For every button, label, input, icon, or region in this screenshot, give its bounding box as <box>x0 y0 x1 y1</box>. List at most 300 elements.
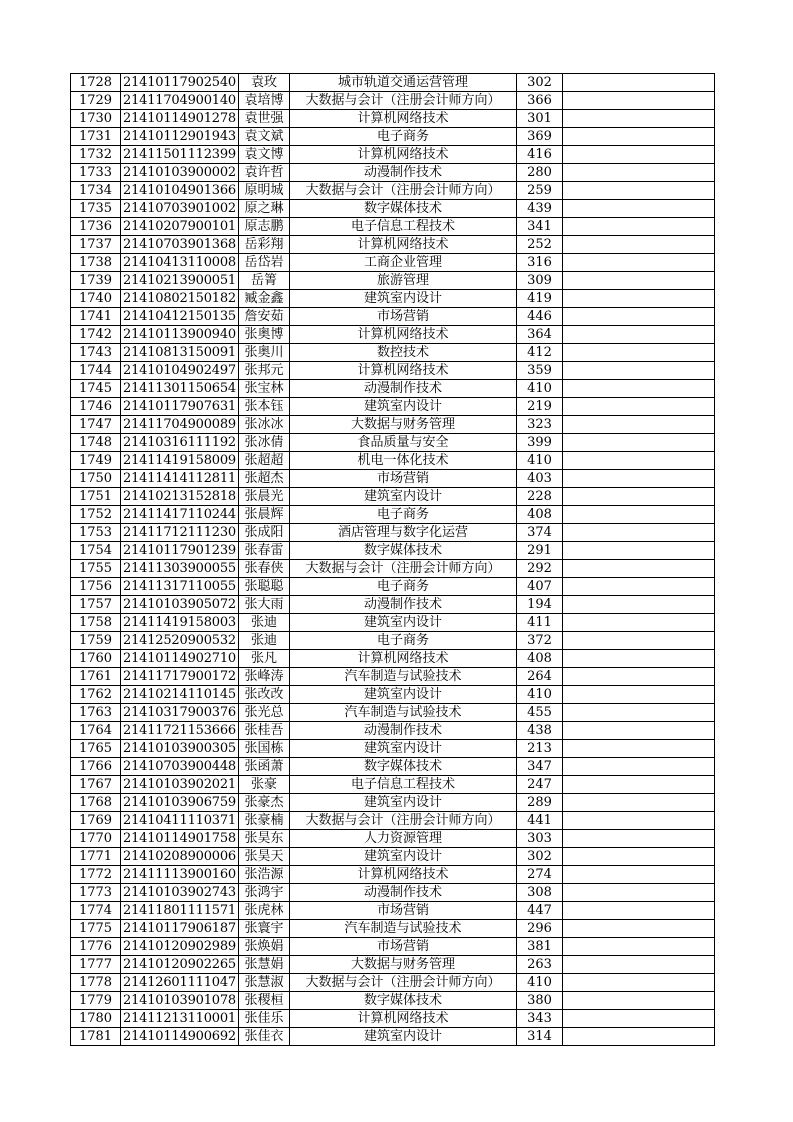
score-cell: 302 <box>517 74 563 92</box>
major-cell: 大数据与会计（注册会计师方向） <box>290 92 517 110</box>
score-cell: 308 <box>517 884 563 902</box>
empty-cell <box>563 200 715 218</box>
candidate-id-cell: 21411801111571 <box>121 902 239 920</box>
row-number-cell: 1761 <box>71 668 121 686</box>
major-cell: 动漫制作技术 <box>290 884 517 902</box>
table-row <box>71 488 715 506</box>
table-row <box>71 164 715 182</box>
row-number-cell: 1737 <box>71 236 121 254</box>
student-name-cell: 张虎林 <box>239 902 290 920</box>
row-number-cell: 1729 <box>71 92 121 110</box>
major-cell: 计算机网络技术 <box>290 362 517 380</box>
score-cell: 455 <box>517 704 563 722</box>
student-name-cell: 袁许哲 <box>239 164 290 182</box>
major-cell: 大数据与财务管理 <box>290 956 517 974</box>
row-number-cell: 1778 <box>71 974 121 992</box>
row-number-cell: 1739 <box>71 272 121 290</box>
candidate-id-cell: 21410103905072 <box>121 596 239 614</box>
candidate-id-cell: 21410103900002 <box>121 164 239 182</box>
row-number-cell: 1757 <box>71 596 121 614</box>
table-row <box>71 524 715 542</box>
score-cell: 441 <box>517 812 563 830</box>
table-row <box>71 614 715 632</box>
student-name-cell: 张豪 <box>239 776 290 794</box>
table-row <box>71 146 715 164</box>
student-name-cell: 张光总 <box>239 704 290 722</box>
empty-cell <box>563 1028 715 1046</box>
table-row <box>71 308 715 326</box>
major-cell: 城市轨道交通运营管理 <box>290 74 517 92</box>
student-name-cell: 张国栋 <box>239 740 290 758</box>
candidate-id-cell: 21411419158009 <box>121 452 239 470</box>
major-cell: 市场营销 <box>290 938 517 956</box>
empty-cell <box>563 308 715 326</box>
major-cell: 电子商务 <box>290 128 517 146</box>
major-cell: 计算机网络技术 <box>290 146 517 164</box>
candidate-id-cell: 21410103906759 <box>121 794 239 812</box>
empty-cell <box>563 614 715 632</box>
row-number-cell: 1748 <box>71 434 121 452</box>
table-row <box>71 470 715 488</box>
table-row <box>71 938 715 956</box>
table-row <box>71 398 715 416</box>
major-cell: 旅游管理 <box>290 272 517 290</box>
student-name-cell: 张超杰 <box>239 470 290 488</box>
table-body <box>71 74 715 1046</box>
major-cell: 大数据与会计（注册会计师方向） <box>290 182 517 200</box>
empty-cell <box>563 506 715 524</box>
row-number-cell: 1780 <box>71 1010 121 1028</box>
table-row <box>71 182 715 200</box>
student-name-cell: 詹安茹 <box>239 308 290 326</box>
table-row <box>71 254 715 272</box>
empty-cell <box>563 938 715 956</box>
row-number-cell: 1752 <box>71 506 121 524</box>
candidate-id-cell: 21411419158003 <box>121 614 239 632</box>
candidate-id-cell: 21410103901078 <box>121 992 239 1010</box>
major-cell: 汽车制造与试验技术 <box>290 920 517 938</box>
student-name-cell: 张宝林 <box>239 380 290 398</box>
score-cell: 439 <box>517 200 563 218</box>
score-cell: 296 <box>517 920 563 938</box>
row-number-cell: 1759 <box>71 632 121 650</box>
score-cell: 407 <box>517 578 563 596</box>
empty-cell <box>563 362 715 380</box>
row-number-cell: 1756 <box>71 578 121 596</box>
candidate-id-cell: 21410117901239 <box>121 542 239 560</box>
major-cell: 建筑室内设计 <box>290 614 517 632</box>
score-cell: 289 <box>517 794 563 812</box>
score-cell: 292 <box>517 560 563 578</box>
major-cell: 建筑室内设计 <box>290 290 517 308</box>
score-cell: 301 <box>517 110 563 128</box>
student-name-cell: 张冰倩 <box>239 434 290 452</box>
empty-cell <box>563 254 715 272</box>
empty-cell <box>563 434 715 452</box>
score-cell: 399 <box>517 434 563 452</box>
student-name-cell: 张函萧 <box>239 758 290 776</box>
row-number-cell: 1753 <box>71 524 121 542</box>
major-cell: 建筑室内设计 <box>290 488 517 506</box>
row-number-cell: 1730 <box>71 110 121 128</box>
major-cell: 大数据与会计（注册会计师方向） <box>290 812 517 830</box>
empty-cell <box>563 902 715 920</box>
student-name-cell: 张寰宇 <box>239 920 290 938</box>
row-number-cell: 1731 <box>71 128 121 146</box>
table-row <box>71 596 715 614</box>
score-cell: 446 <box>517 308 563 326</box>
empty-cell <box>563 740 715 758</box>
student-name-cell: 张迪 <box>239 632 290 650</box>
row-number-cell: 1733 <box>71 164 121 182</box>
table-row <box>71 758 715 776</box>
table-row <box>71 650 715 668</box>
row-number-cell: 1766 <box>71 758 121 776</box>
major-cell: 食品质量与安全 <box>290 434 517 452</box>
student-name-cell: 张鸿宇 <box>239 884 290 902</box>
table-row <box>71 1010 715 1028</box>
row-number-cell: 1742 <box>71 326 121 344</box>
student-name-cell: 张浩源 <box>239 866 290 884</box>
candidate-id-cell: 21410103902743 <box>121 884 239 902</box>
student-name-cell: 原志鹏 <box>239 218 290 236</box>
candidate-id-cell: 21411721153666 <box>121 722 239 740</box>
empty-cell <box>563 812 715 830</box>
major-cell: 建筑室内设计 <box>290 848 517 866</box>
row-number-cell: 1762 <box>71 686 121 704</box>
row-number-cell: 1774 <box>71 902 121 920</box>
empty-cell <box>563 974 715 992</box>
empty-cell <box>563 686 715 704</box>
candidate-id-cell: 21410104902497 <box>121 362 239 380</box>
candidate-id-cell: 21410113900940 <box>121 326 239 344</box>
table-row <box>71 668 715 686</box>
score-cell: 438 <box>517 722 563 740</box>
major-cell: 电子商务 <box>290 578 517 596</box>
major-cell: 电子信息工程技术 <box>290 776 517 794</box>
row-number-cell: 1769 <box>71 812 121 830</box>
table-row <box>71 272 715 290</box>
table-row <box>71 920 715 938</box>
student-name-cell: 张豪楠 <box>239 812 290 830</box>
student-name-cell: 张豪杰 <box>239 794 290 812</box>
student-name-cell: 袁文博 <box>239 146 290 164</box>
score-cell: 410 <box>517 380 563 398</box>
student-name-cell: 岳彩翔 <box>239 236 290 254</box>
empty-cell <box>563 488 715 506</box>
student-name-cell: 袁培博 <box>239 92 290 110</box>
row-number-cell: 1741 <box>71 308 121 326</box>
score-cell: 411 <box>517 614 563 632</box>
row-number-cell: 1770 <box>71 830 121 848</box>
major-cell: 动漫制作技术 <box>290 596 517 614</box>
student-name-cell: 臧金鑫 <box>239 290 290 308</box>
student-name-cell: 张奥博 <box>239 326 290 344</box>
table-row <box>71 956 715 974</box>
empty-cell <box>563 380 715 398</box>
major-cell: 建筑室内设计 <box>290 740 517 758</box>
candidate-id-cell: 21411712111230 <box>121 524 239 542</box>
student-name-cell: 张聪聪 <box>239 578 290 596</box>
row-number-cell: 1764 <box>71 722 121 740</box>
empty-cell <box>563 776 715 794</box>
student-name-cell: 张佳衣 <box>239 1028 290 1046</box>
candidate-id-cell: 21411704900089 <box>121 416 239 434</box>
row-number-cell: 1728 <box>71 74 121 92</box>
candidate-id-cell: 21411417110244 <box>121 506 239 524</box>
major-cell: 电子信息工程技术 <box>290 218 517 236</box>
table-row <box>71 794 715 812</box>
major-cell: 工商企业管理 <box>290 254 517 272</box>
major-cell: 数控技术 <box>290 344 517 362</box>
row-number-cell: 1749 <box>71 452 121 470</box>
score-cell: 341 <box>517 218 563 236</box>
score-cell: 280 <box>517 164 563 182</box>
major-cell: 建筑室内设计 <box>290 1028 517 1046</box>
score-cell: 408 <box>517 506 563 524</box>
major-cell: 市场营销 <box>290 902 517 920</box>
major-cell: 酒店管理与数字化运营 <box>290 524 517 542</box>
candidate-id-cell: 21410703900448 <box>121 758 239 776</box>
table-row <box>71 1028 715 1046</box>
score-cell: 364 <box>517 326 563 344</box>
score-cell: 194 <box>517 596 563 614</box>
student-name-cell: 张峰涛 <box>239 668 290 686</box>
student-name-cell: 张春侠 <box>239 560 290 578</box>
empty-cell <box>563 920 715 938</box>
table-row <box>71 200 715 218</box>
empty-cell <box>563 398 715 416</box>
table-row <box>71 686 715 704</box>
table-row <box>71 560 715 578</box>
candidate-id-cell: 21410114902710 <box>121 650 239 668</box>
major-cell: 计算机网络技术 <box>290 650 517 668</box>
student-name-cell: 张晨光 <box>239 488 290 506</box>
row-number-cell: 1775 <box>71 920 121 938</box>
table-row <box>71 362 715 380</box>
major-cell: 汽车制造与试验技术 <box>290 704 517 722</box>
table-row <box>71 704 715 722</box>
major-cell: 人力资源管理 <box>290 830 517 848</box>
student-name-cell: 张凡 <box>239 650 290 668</box>
major-cell: 数字媒体技术 <box>290 200 517 218</box>
major-cell: 建筑室内设计 <box>290 794 517 812</box>
table-row <box>71 902 715 920</box>
table-row <box>71 326 715 344</box>
candidate-id-cell: 21410703901002 <box>121 200 239 218</box>
student-name-cell: 张改改 <box>239 686 290 704</box>
table-row <box>71 218 715 236</box>
major-cell: 大数据与会计（注册会计师方向） <box>290 560 517 578</box>
student-name-cell: 袁玫 <box>239 74 290 92</box>
major-cell: 建筑室内设计 <box>290 398 517 416</box>
score-cell: 403 <box>517 470 563 488</box>
empty-cell <box>563 1010 715 1028</box>
score-cell: 347 <box>517 758 563 776</box>
student-name-cell: 张迪 <box>239 614 290 632</box>
row-number-cell: 1763 <box>71 704 121 722</box>
candidate-id-cell: 21412601111047 <box>121 974 239 992</box>
score-cell: 369 <box>517 128 563 146</box>
major-cell: 计算机网络技术 <box>290 1010 517 1028</box>
row-number-cell: 1738 <box>71 254 121 272</box>
student-name-cell: 袁世强 <box>239 110 290 128</box>
table-row <box>71 866 715 884</box>
table-row <box>71 380 715 398</box>
row-number-cell: 1755 <box>71 560 121 578</box>
major-cell: 动漫制作技术 <box>290 164 517 182</box>
empty-cell <box>563 74 715 92</box>
table-row <box>71 92 715 110</box>
student-name-cell: 岳箐 <box>239 272 290 290</box>
candidate-id-cell: 21410813150091 <box>121 344 239 362</box>
row-number-cell: 1736 <box>71 218 121 236</box>
student-name-cell: 张佳乐 <box>239 1010 290 1028</box>
table-row <box>71 452 715 470</box>
empty-cell <box>563 92 715 110</box>
score-cell: 419 <box>517 290 563 308</box>
score-cell: 309 <box>517 272 563 290</box>
row-number-cell: 1765 <box>71 740 121 758</box>
empty-cell <box>563 146 715 164</box>
candidate-id-cell: 21410412150135 <box>121 308 239 326</box>
candidate-id-cell: 21411113900160 <box>121 866 239 884</box>
row-number-cell: 1750 <box>71 470 121 488</box>
student-name-cell: 张超超 <box>239 452 290 470</box>
candidate-id-cell: 21410316111192 <box>121 434 239 452</box>
empty-cell <box>563 704 715 722</box>
row-number-cell: 1771 <box>71 848 121 866</box>
table-row <box>71 974 715 992</box>
score-cell: 323 <box>517 416 563 434</box>
empty-cell <box>563 128 715 146</box>
major-cell: 计算机网络技术 <box>290 866 517 884</box>
score-cell: 374 <box>517 524 563 542</box>
candidate-id-cell: 21410213152818 <box>121 488 239 506</box>
candidate-id-cell: 21410802150182 <box>121 290 239 308</box>
row-number-cell: 1773 <box>71 884 121 902</box>
candidate-id-cell: 21410213900051 <box>121 272 239 290</box>
student-name-cell: 张本钰 <box>239 398 290 416</box>
student-name-cell: 岳岱岩 <box>239 254 290 272</box>
table-row <box>71 992 715 1010</box>
row-number-cell: 1751 <box>71 488 121 506</box>
major-cell: 计算机网络技术 <box>290 326 517 344</box>
empty-cell <box>563 668 715 686</box>
table-row <box>71 236 715 254</box>
major-cell: 数字媒体技术 <box>290 758 517 776</box>
row-number-cell: 1776 <box>71 938 121 956</box>
student-name-cell: 张冰冰 <box>239 416 290 434</box>
empty-cell <box>563 164 715 182</box>
table-row <box>71 128 715 146</box>
candidate-id-cell: 21410207900101 <box>121 218 239 236</box>
empty-cell <box>563 236 715 254</box>
score-cell: 303 <box>517 830 563 848</box>
table-row <box>71 632 715 650</box>
score-cell: 343 <box>517 1010 563 1028</box>
row-number-cell: 1745 <box>71 380 121 398</box>
score-cell: 259 <box>517 182 563 200</box>
major-cell: 大数据与财务管理 <box>290 416 517 434</box>
table-row <box>71 542 715 560</box>
empty-cell <box>563 344 715 362</box>
empty-cell <box>563 578 715 596</box>
score-cell: 274 <box>517 866 563 884</box>
table-row <box>71 344 715 362</box>
major-cell: 计算机网络技术 <box>290 236 517 254</box>
row-number-cell: 1744 <box>71 362 121 380</box>
candidate-id-cell: 21410114901758 <box>121 830 239 848</box>
empty-cell <box>563 596 715 614</box>
score-cell: 213 <box>517 740 563 758</box>
student-name-cell: 张慧娟 <box>239 956 290 974</box>
table-row <box>71 830 715 848</box>
row-number-cell: 1758 <box>71 614 121 632</box>
score-cell: 410 <box>517 686 563 704</box>
empty-cell <box>563 290 715 308</box>
empty-cell <box>563 560 715 578</box>
candidate-id-cell: 21411213110001 <box>121 1010 239 1028</box>
admission-table <box>70 73 715 1046</box>
score-cell: 228 <box>517 488 563 506</box>
major-cell: 数字媒体技术 <box>290 542 517 560</box>
row-number-cell: 1746 <box>71 398 121 416</box>
score-cell: 380 <box>517 992 563 1010</box>
candidate-id-cell: 21410413110008 <box>121 254 239 272</box>
table-row <box>71 416 715 434</box>
score-cell: 416 <box>517 146 563 164</box>
empty-cell <box>563 542 715 560</box>
candidate-id-cell: 21410114900692 <box>121 1028 239 1046</box>
score-cell: 263 <box>517 956 563 974</box>
table-row <box>71 776 715 794</box>
score-cell: 359 <box>517 362 563 380</box>
empty-cell <box>563 758 715 776</box>
candidate-id-cell: 21410114901278 <box>121 110 239 128</box>
major-cell: 机电一体化技术 <box>290 452 517 470</box>
student-name-cell: 原明城 <box>239 182 290 200</box>
empty-cell <box>563 650 715 668</box>
major-cell: 数字媒体技术 <box>290 992 517 1010</box>
score-cell: 410 <box>517 452 563 470</box>
score-cell: 381 <box>517 938 563 956</box>
candidate-id-cell: 21410103902021 <box>121 776 239 794</box>
major-cell: 市场营销 <box>290 470 517 488</box>
score-cell: 264 <box>517 668 563 686</box>
student-name-cell: 张昊天 <box>239 848 290 866</box>
score-cell: 366 <box>517 92 563 110</box>
row-number-cell: 1767 <box>71 776 121 794</box>
student-name-cell: 张奥川 <box>239 344 290 362</box>
candidate-id-cell: 21411704900140 <box>121 92 239 110</box>
empty-cell <box>563 830 715 848</box>
candidate-id-cell: 21411303900055 <box>121 560 239 578</box>
candidate-id-cell: 21410214110145 <box>121 686 239 704</box>
table-row <box>71 74 715 92</box>
table-row <box>71 812 715 830</box>
candidate-id-cell: 21410208900006 <box>121 848 239 866</box>
major-cell: 电子商务 <box>290 506 517 524</box>
candidate-id-cell: 21410117906187 <box>121 920 239 938</box>
empty-cell <box>563 272 715 290</box>
row-number-cell: 1777 <box>71 956 121 974</box>
candidate-id-cell: 21410112901943 <box>121 128 239 146</box>
row-number-cell: 1779 <box>71 992 121 1010</box>
score-cell: 316 <box>517 254 563 272</box>
score-cell: 302 <box>517 848 563 866</box>
empty-cell <box>563 326 715 344</box>
